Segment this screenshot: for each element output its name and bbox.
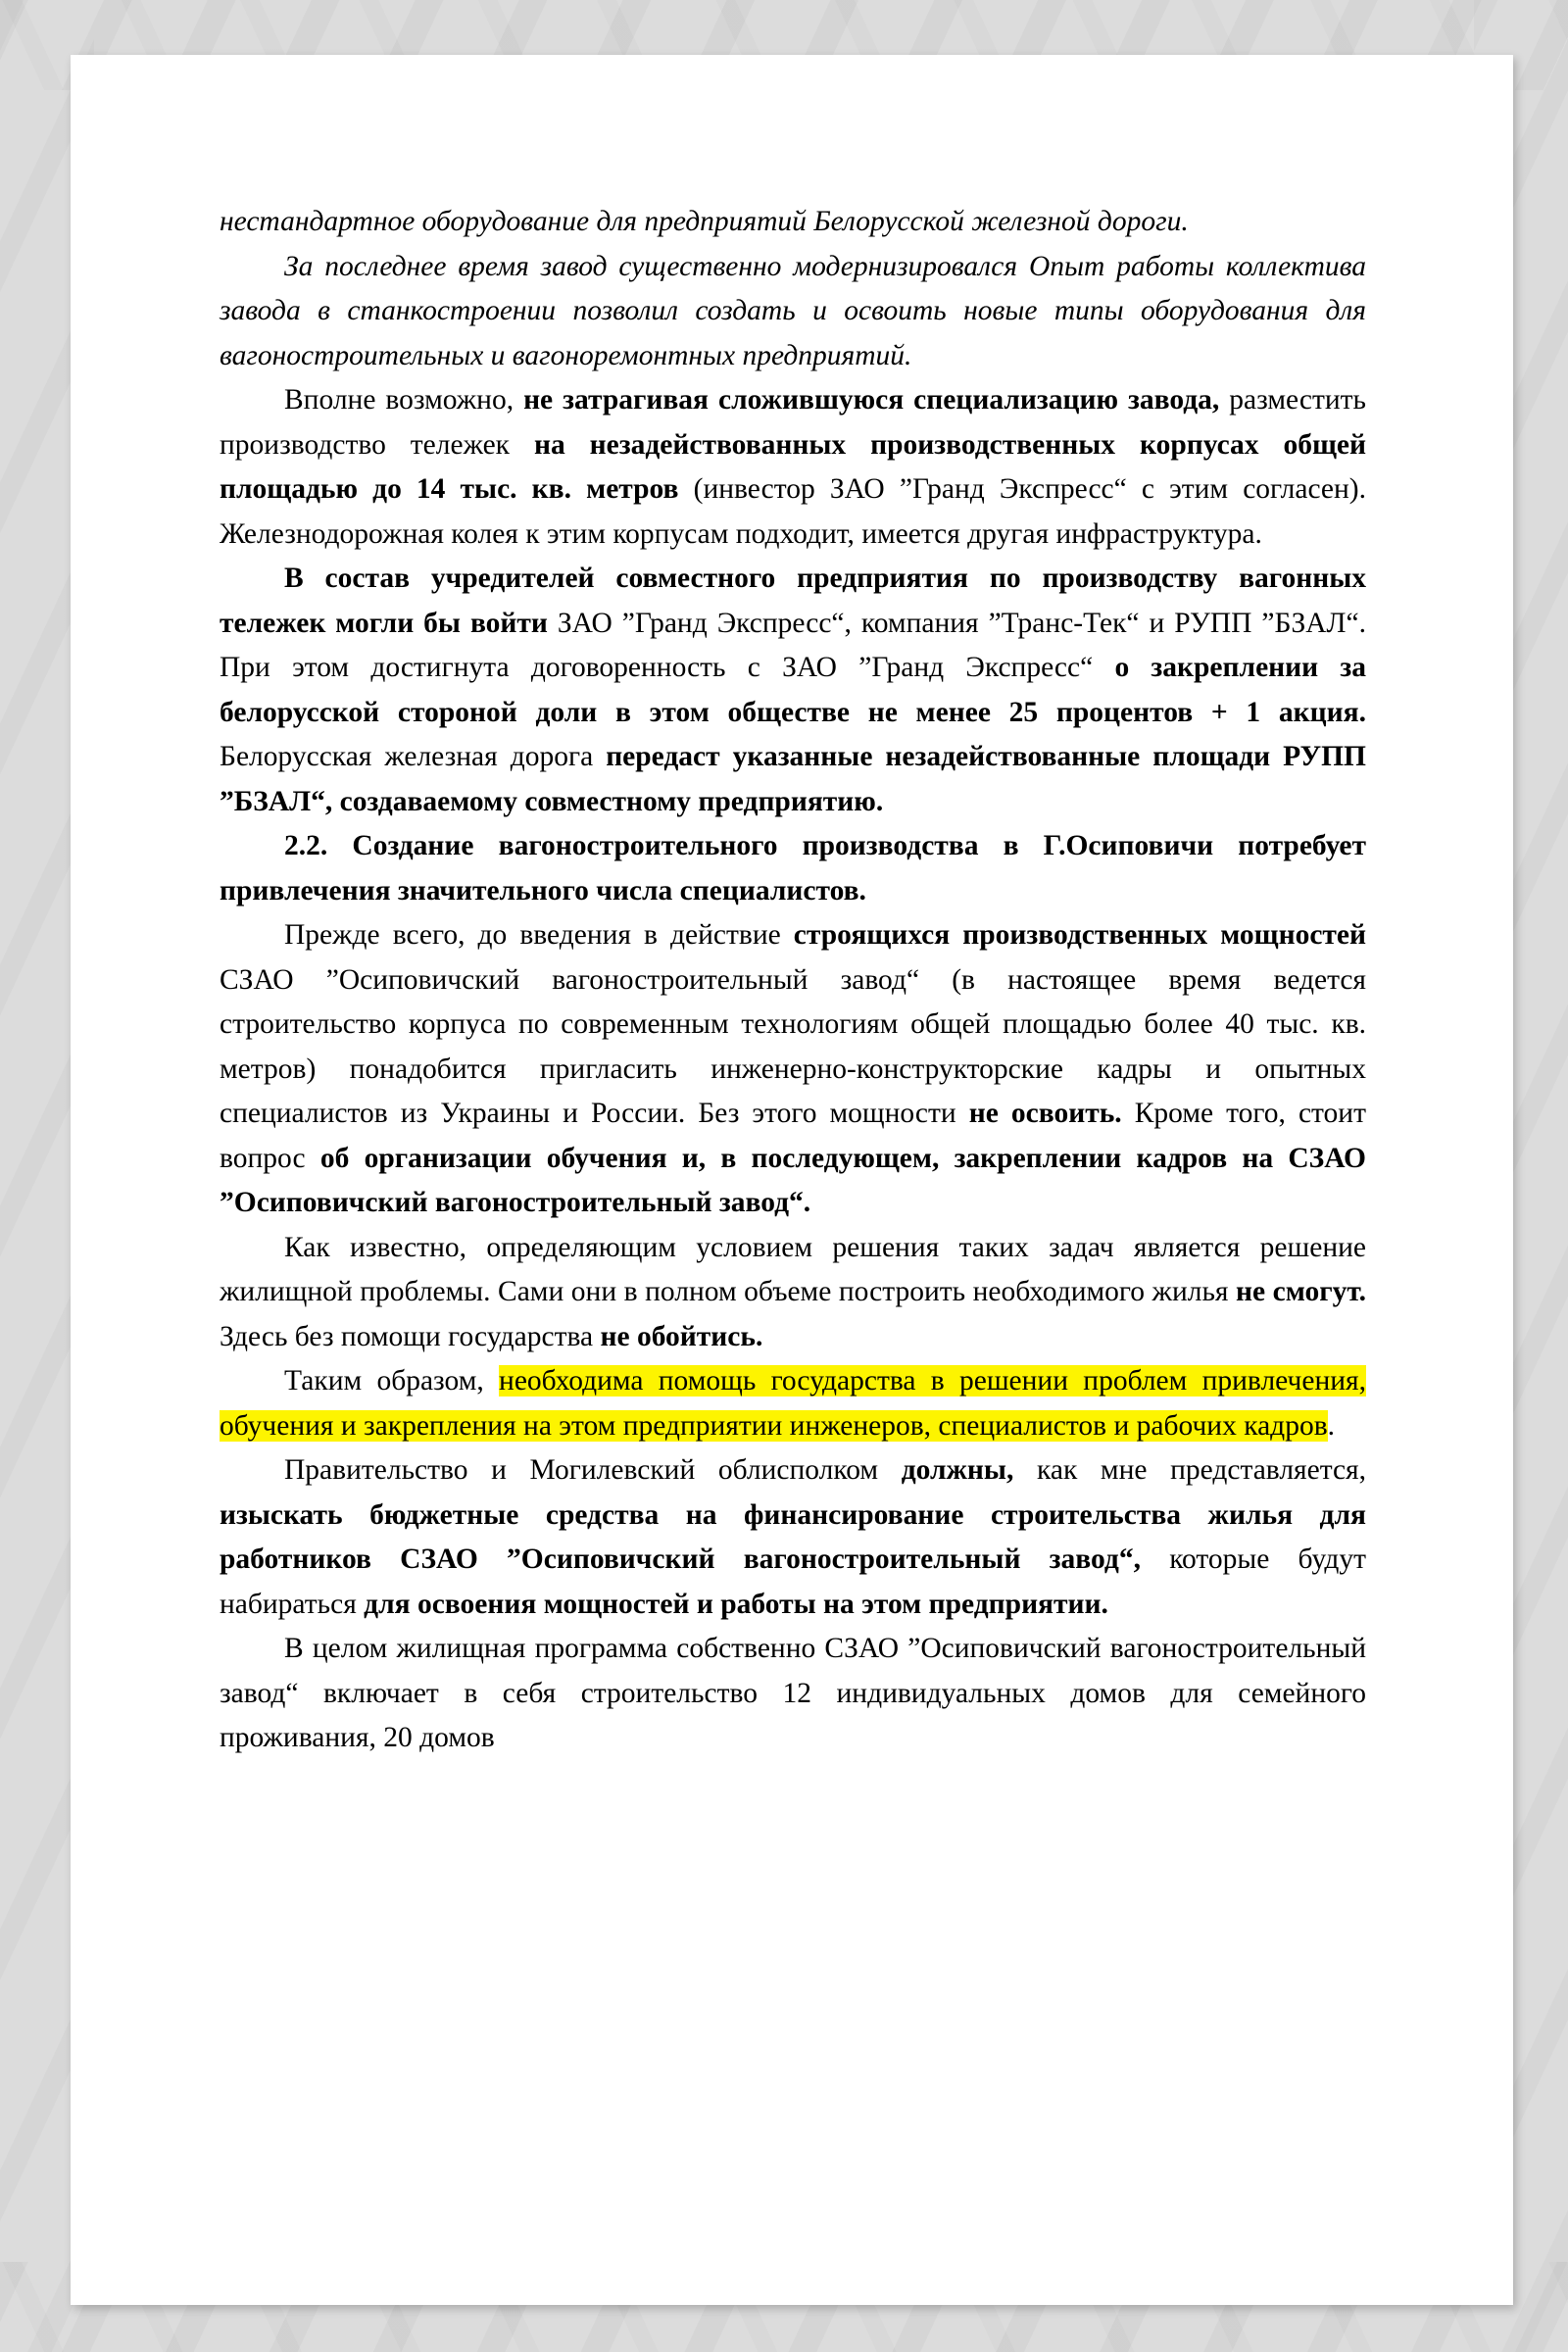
paragraph	[220, 824, 1366, 913]
text-run: не обойтись.	[600, 1320, 763, 1352]
document-page	[71, 55, 1513, 2305]
text-run: За последнее время завод существенно модернизировался Опыт работы коллектива завода в станкостроении позволил создать и освоить новые типы оборудования для вагоностроительных и вагоноремонтных предприятий.	[220, 250, 1366, 371]
text-run: об организации обучения и, в последующем, закреплении кадров на СЗАО ”Осиповичский вагоностроительный завод“.	[220, 1142, 1367, 1218]
paragraph	[220, 245, 1366, 379]
text-run: не затрагивая сложившуюся специализацию завода,	[523, 384, 1220, 416]
highlighted-text-run: необходима помощь государства в решении проблем привлечения, обучения и закрепления на этом предприятии инженеров, специалистов и рабочих кадров	[220, 1365, 1366, 1442]
text-run: должны,	[901, 1454, 1014, 1486]
text-run: Таким образом,	[284, 1365, 500, 1396]
text-run: Правительство и Могилевский облисполком	[284, 1454, 902, 1486]
paragraph	[220, 200, 1366, 245]
paragraph	[220, 557, 1366, 824]
text-run: .	[1327, 1409, 1335, 1442]
text-run: Как известно, определяющим условием решения таких задач является решение жилищной проблемы. Сами они в полном объеме построить необходимого жилья	[220, 1231, 1366, 1307]
paragraph	[220, 913, 1366, 1226]
text-run: Кроме того, стоит вопрос	[220, 1098, 1366, 1174]
text-run: нестандартное оборудование для предприятий Белорусской железной дороги.	[220, 206, 1189, 237]
text-run: на незадействованных производственных корпусах общей площадью до 14 тыс. кв. метров	[220, 428, 1366, 505]
text-run: которые будут набираться	[220, 1544, 1366, 1620]
text-run: не смогут.	[1236, 1276, 1366, 1307]
text-run: 2.2. Создание вагоностроительного производства в Г.Осиповичи потребует привлечения значительного числа специалистов.	[220, 830, 1366, 906]
text-run: СЗАО ”Осиповичский вагоностроительный завод“ (в настоящее время ведется строительство корпуса по современным технологиям общей площадью более 40 тыс. кв. метров) понадобится пригласить инженерно-конструкторские кадры и опытных специалистов из Украины и России. Без этого мощности	[220, 963, 1366, 1129]
paragraph	[220, 378, 1366, 557]
text-run: ЗАО ”Гранд Экспресс“, компания ”Транс-Тек“ и РУПП ”БЗАЛ“. При этом достигнута договоренность с ЗАО ”Гранд Экспресс“	[220, 607, 1367, 683]
text-run: разместить производство тележек	[220, 384, 1366, 461]
text-run: передаст указанные незадействованные площади РУПП ”БЗАЛ“, создаваемому совместному предприятию.	[220, 741, 1366, 817]
paragraph	[220, 1448, 1366, 1627]
text-run: Белорусская железная дорога	[220, 741, 607, 772]
document-text-body	[220, 200, 1366, 1761]
page-surface	[71, 55, 1513, 2305]
text-run: Вполне возможно,	[284, 384, 524, 416]
text-run: изыскать бюджетные средства на финансирование строительства жилья для работников СЗАО ”Осиповичский вагоностроительный завод“,	[220, 1498, 1366, 1575]
text-run: (инвестор ЗАО ”Гранд Экспресс“ с этим согласен). Железнодорожная колея к этим корпусам подходит, имеется другая инфраструктура.	[220, 473, 1366, 550]
paragraph	[220, 1359, 1366, 1448]
text-run: для освоения мощностей и работы на этом предприятии.	[364, 1588, 1108, 1620]
text-run: не освоить.	[968, 1098, 1122, 1129]
text-run: Прежде всего, до введения в действие	[284, 919, 794, 951]
text-run: как мне представляется,	[1013, 1454, 1367, 1486]
paragraph	[220, 1627, 1366, 1761]
text-run: В состав учредителей совместного предприятия по производству вагонных тележек могли бы войти	[220, 563, 1366, 639]
text-run: В целом жилищная программа собственно СЗАО ”Осиповичский вагоностроительный завод“ включает в себя строительство 12 индивидуальных домов для семейного проживания, 20 домов	[220, 1633, 1366, 1753]
text-run: Здесь без помощи государства	[220, 1320, 601, 1352]
text-run: строящихся производственных мощностей	[793, 919, 1366, 951]
paragraph	[220, 1226, 1366, 1360]
text-run: о закреплении за белорусской стороной доли в этом обществе не менее 25 процентов + 1 акция.	[220, 652, 1366, 728]
